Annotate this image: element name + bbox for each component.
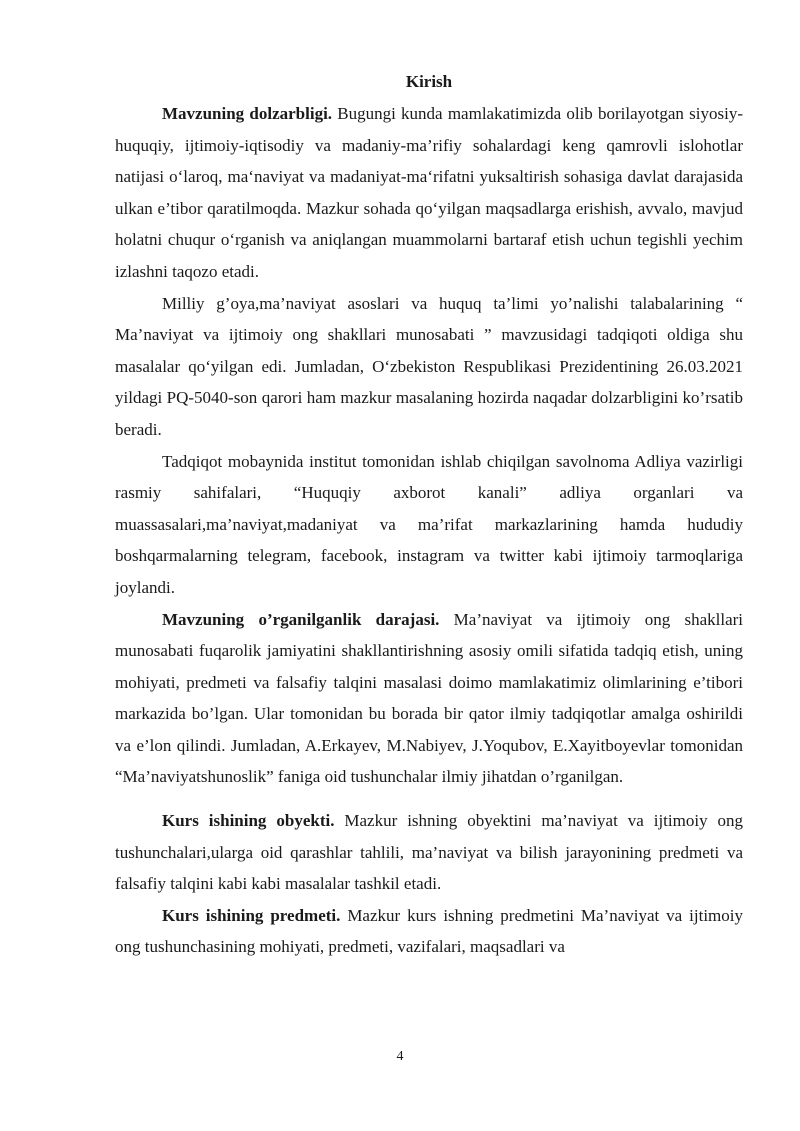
- paragraph-subject: [115, 900, 743, 963]
- paragraph-research-task: [115, 288, 743, 446]
- paragraph-heading: Kurs ishining predmeti.: [162, 905, 341, 925]
- paragraph-text: Bugungi kunda mamlakatimizda olib borilayotgan siyosiy-huquqiy, ijtimoiy-iqtisodiy va madaniy-ma’rifiy sohalardagi keng qamrovli islohotlar natijasi oʻlaroq, maʻnaviyat va madaniyat-maʻrifatni yuksaltirish sohasiga davlat darajasida ulkan e’tibor qaratilmoqda. Mazkur sohada qoʻyilgan maqsadlarga erishish, avvalo, mavjud holatni chuqur oʻrganish va aniqlangan muammolarni bartaraf etish uchun tegishli yechim izlashni taqozo etadi.: [115, 104, 743, 281]
- paragraph-relevance: [115, 98, 743, 288]
- paragraph-survey: [115, 446, 743, 604]
- paragraph-text: Tadqiqot mobaynida institut tomonidan ishlab chiqilgan savolnoma Adliya vazirligi rasmiy sahifalari, “Huquqiy axborot kanali” adliya organlari va muassasalari,ma’naviyat,madaniyat va ma’rifat markazlarining hamda hududiy boshqarmalarning telegram, facebook, instagram va twitter kabi ijtimoiy tarmoqlariga joylandi.: [115, 451, 743, 597]
- paragraph-text: Milliy g’oya,ma’naviyat asoslari va huquq ta’limi yo’nalishi talabalarining “ Ma’naviyat va ijtimoiy ong shakllari munosabati ” mavzusidagi tadqiqoti oldiga shu masalalar qoʻyilgan edi. Jumladan, Oʻzbekiston Respublikasi Prezidentining 26.03.2021 yildagi PQ-5040-son qarori ham mazkur masalaning hozirda naqadar dolzarbligini ko’rsatib beradi.: [115, 293, 743, 439]
- paragraph-heading: Kurs ishining obyekti.: [162, 811, 335, 831]
- paragraph-heading: Mavzuning dolzarbligi.: [162, 104, 333, 123]
- page-title: Kirish: [405, 72, 453, 91]
- page-number: 4: [396, 1049, 404, 1064]
- paragraph-text: Mazkur kurs ishning predmetini Ma’naviyat va ijtimoiy ong tushunchasining mohiyati, predmeti, vazifalari, maqsadlari va: [115, 905, 743, 957]
- paragraph-heading: Mavzuning o’rganilganlik darajasi.: [162, 609, 440, 629]
- paragraph-text: Mazkur ishning obyektini ma’naviyat va ijtimoiy ong tushunchalari,ularga oid qarashlar tahlili, ma’naviyat va bilish jarayonining predmeti va falsafiy talqini kabi kabi masalalar tashkil etadi.: [115, 811, 743, 894]
- paragraph-gap: [115, 793, 743, 805]
- paragraph-study-degree: [115, 604, 743, 794]
- document-page: [115, 70, 743, 963]
- paragraph-text: Ma’naviyat va ijtimoiy ong shakllari munosabati fuqarolik jamiyatini shakllantirishning asosiy omili sifatida tadqiq etish, uning mohiyati, predmeti va falsafiy talqini masalasi doimo mamlakatimiz olimlarining e’tibori markazida bo’lgan. Ular tomonidan bu borada bir qator ilmiy tadqiqotlar amalga oshirildi va e’lon qilindi. Jumladan, A.Erkayev, M.Nabiyev, J.Yoqubov, E.Xayitboyevlar tomonidan “Ma’naviyatshunoslik” faniga oid tushunchalar ilmiy jihatdan o’rganilgan.: [115, 609, 744, 787]
- paragraph-object: [115, 805, 743, 900]
